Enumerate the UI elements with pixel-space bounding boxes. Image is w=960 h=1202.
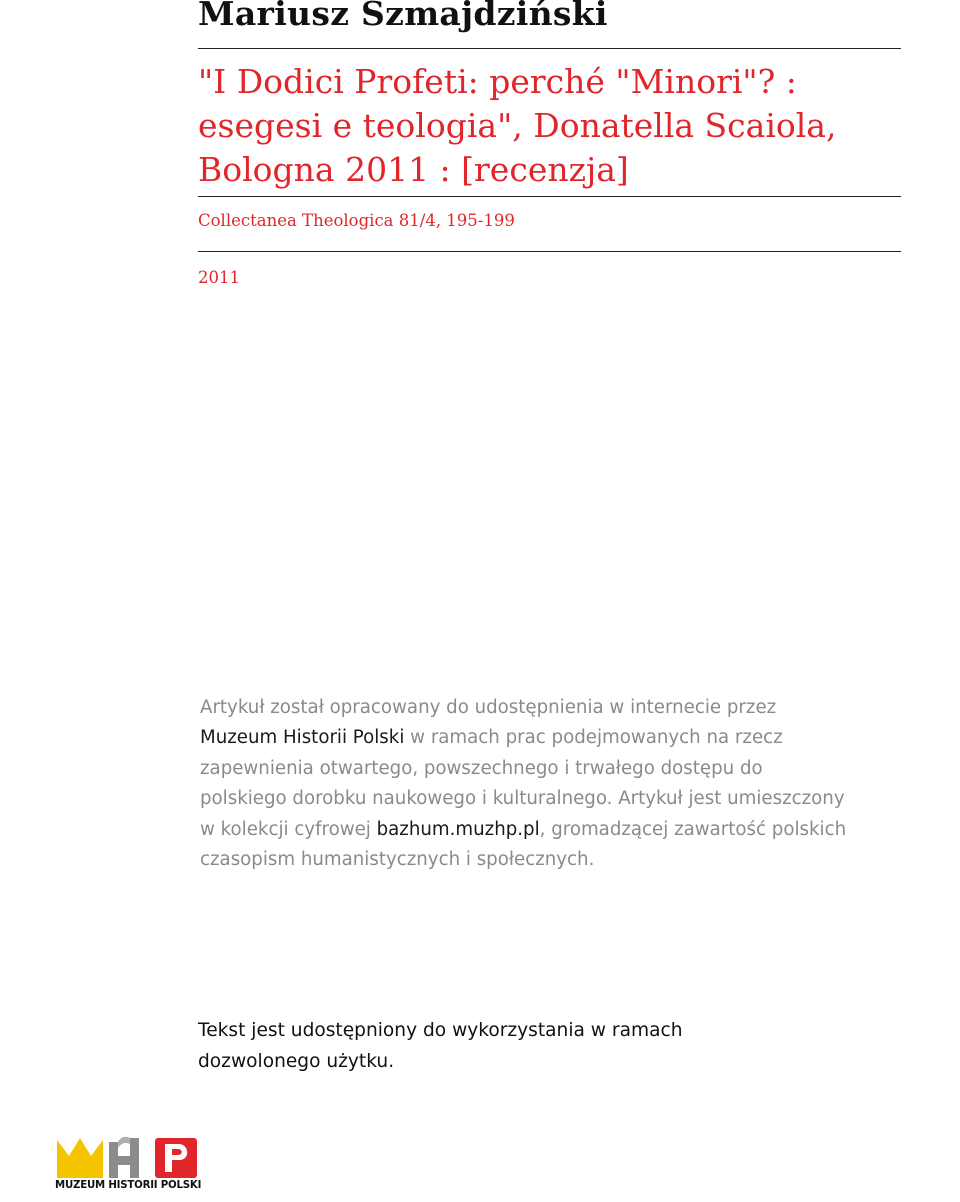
author-name: Mariusz Szmajdziński <box>198 0 608 33</box>
notice-line: , gromadzącej zawartość polskich <box>539 818 847 840</box>
museum-name: Muzeum Historii Polski <box>200 727 405 749</box>
journal-citation: Collectanea Theologica 81/4, 195-199 <box>198 211 515 230</box>
divider-title <box>198 196 901 197</box>
notice-line: czasopism humanistycznych i społecznych. <box>200 849 595 871</box>
logo-caption: MUZEUM HISTORII POLSKI <box>55 1180 202 1191</box>
title-line: "I Dodici Profeti: perché "Minori"? : <box>198 62 797 101</box>
usage-line: dozwolonego użytku. <box>198 1051 395 1072</box>
publication-year: 2011 <box>198 268 240 287</box>
divider-top <box>198 48 901 49</box>
notice-line: zapewnienia otwartego, powszechnego i trwałego dostępu do <box>200 757 763 779</box>
usage-line: Tekst jest udostępniony do wykorzystania w ramach <box>198 1020 683 1041</box>
collection-site: bazhum.muzhp.pl <box>376 818 540 840</box>
title-line: esegesi e teologia", Donatella Scaiola, <box>198 106 837 145</box>
divider-journal <box>198 251 901 252</box>
article-title <box>198 60 898 192</box>
digitization-notice <box>200 693 900 875</box>
usage-notice <box>198 1015 798 1077</box>
notice-line: w ramach prac podejmowanych na rzecz <box>404 727 783 749</box>
title-line: Bologna 2011 : [recenzja] <box>198 150 629 189</box>
notice-line: w kolekcji cyfrowej <box>200 818 377 840</box>
notice-line: Artykuł został opracowany do udostępnienia w internecie przez <box>200 697 777 718</box>
notice-line: polskiego dorobku naukowego i kulturalnego. Artykuł jest umieszczony <box>200 788 845 810</box>
